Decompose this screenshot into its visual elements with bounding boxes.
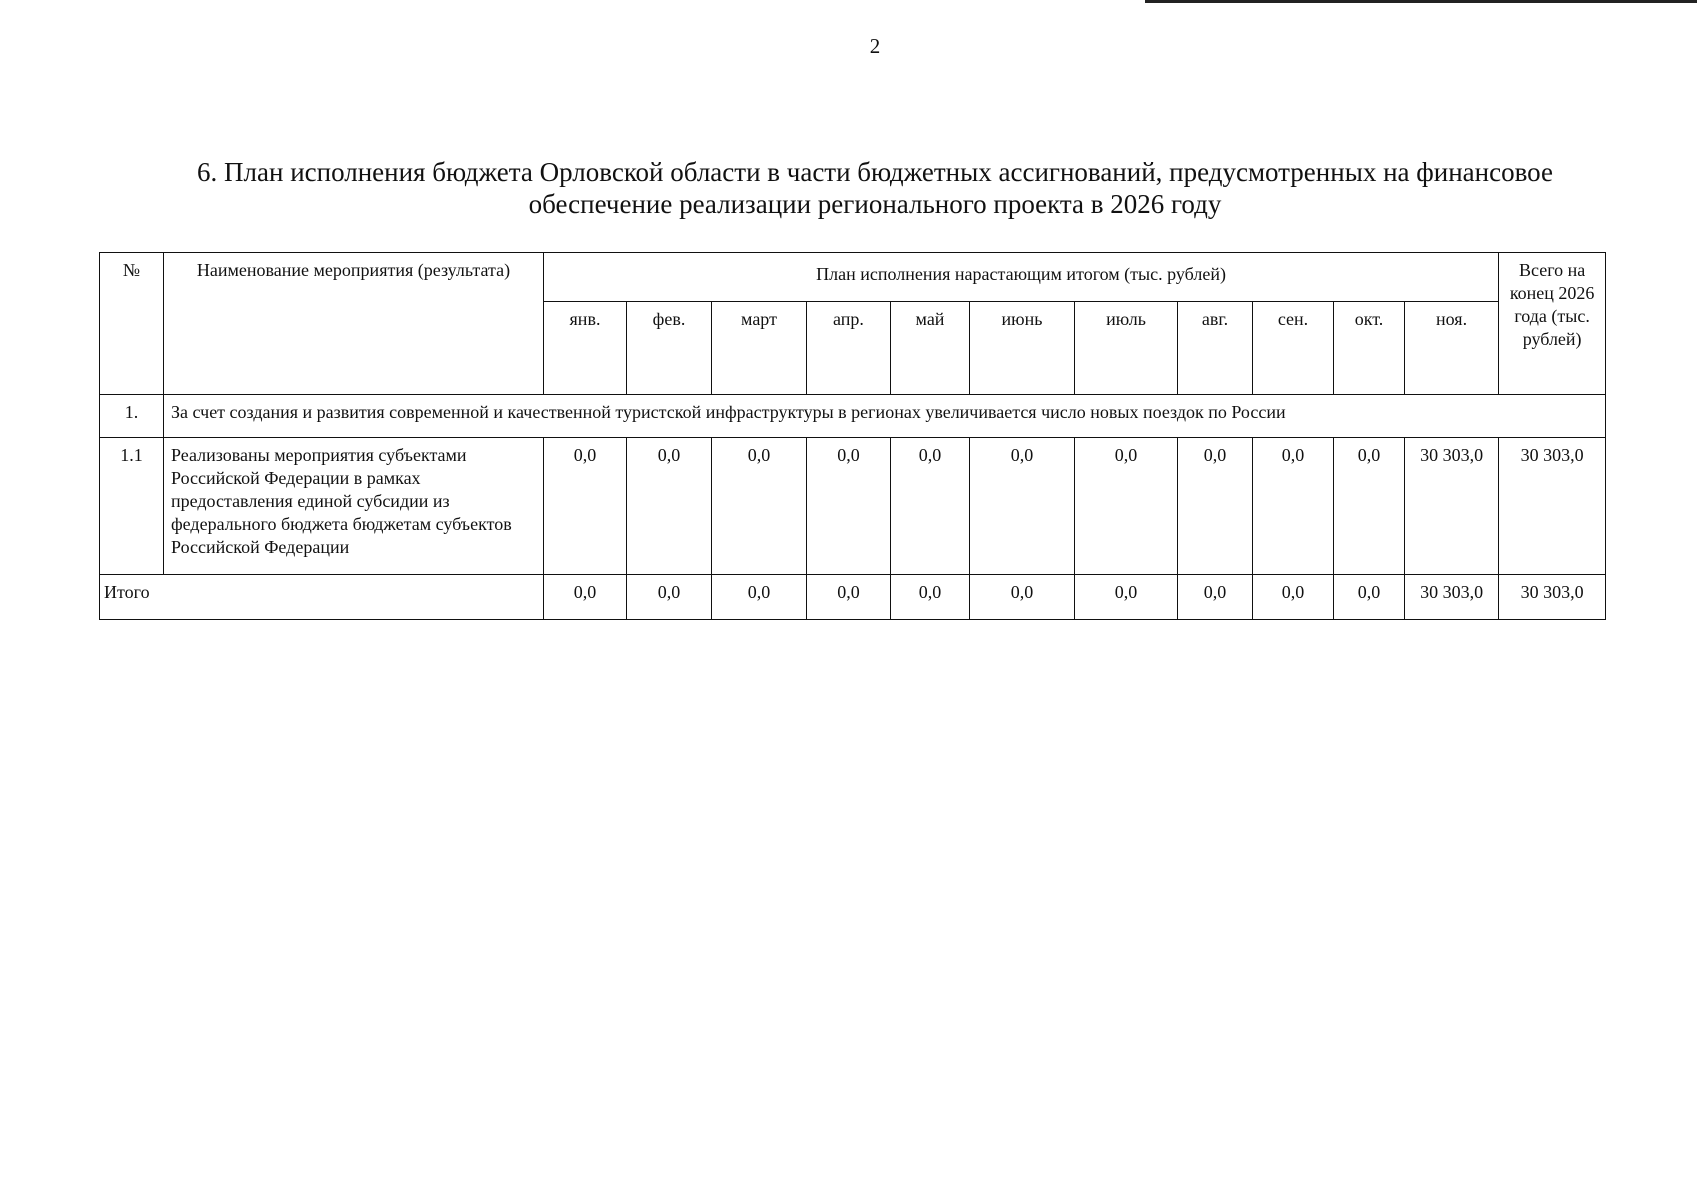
- item-value: 0,0: [1075, 438, 1178, 575]
- total-year-total: 30 303,0: [1499, 575, 1606, 620]
- month-header: июнь: [970, 302, 1075, 395]
- total-value: 0,0: [891, 575, 970, 620]
- total-value: 0,0: [970, 575, 1075, 620]
- section-row: [100, 395, 1606, 438]
- header-no: №: [100, 253, 164, 395]
- item-name: Реализованы мероприятия субъектами Российской Федерации в рамках предоставления единой субсидии из федерального бюджета бюджетам субъектов Российской Федерации: [164, 438, 544, 575]
- item-value: 30 303,0: [1405, 438, 1499, 575]
- item-no: 1.1: [100, 438, 164, 575]
- total-value: 0,0: [627, 575, 712, 620]
- month-header: сен.: [1253, 302, 1334, 395]
- total-value: 0,0: [1075, 575, 1178, 620]
- total-value: 0,0: [1253, 575, 1334, 620]
- month-header: июль: [1075, 302, 1178, 395]
- month-header: окт.: [1334, 302, 1405, 395]
- page-number: 2: [869, 34, 881, 58]
- title-line-2: обеспечение реализации регионального проекта в 2026 году: [528, 189, 1222, 219]
- month-header: янв.: [544, 302, 627, 395]
- total-value: 0,0: [544, 575, 627, 620]
- item-value: 0,0: [1178, 438, 1253, 575]
- header-plan: План исполнения нарастающим итогом (тыс. рублей): [544, 253, 1499, 302]
- total-value: 0,0: [807, 575, 891, 620]
- section-text: За счет создания и развития современной и качественной туристской инфраструктуры в регионах увеличивается число новых поездок по России: [164, 395, 1606, 438]
- item-value: 0,0: [712, 438, 807, 575]
- total-value: 0,0: [1178, 575, 1253, 620]
- item-value: 0,0: [1253, 438, 1334, 575]
- top-edge-rule: [1145, 0, 1697, 3]
- item-value: 0,0: [544, 438, 627, 575]
- total-label: Итого: [100, 575, 544, 620]
- title-line-1: 6. План исполнения бюджета Орловской области в части бюджетных ассигнований, предусмотренных на финансовое: [197, 157, 1553, 187]
- total-value: 0,0: [712, 575, 807, 620]
- header-year-total: Всего на конец 2026 года (тыс. рублей): [1499, 253, 1606, 395]
- item-value: 0,0: [807, 438, 891, 575]
- table-row: [100, 438, 1606, 575]
- item-value: 0,0: [627, 438, 712, 575]
- month-header: фев.: [627, 302, 712, 395]
- section-no: 1.: [100, 395, 164, 438]
- item-year-total: 30 303,0: [1499, 438, 1606, 575]
- budget-plan-table: [99, 252, 1606, 620]
- header-name: Наименование мероприятия (результата): [164, 253, 544, 395]
- month-header: май: [891, 302, 970, 395]
- total-value: 30 303,0: [1405, 575, 1499, 620]
- month-header: апр.: [807, 302, 891, 395]
- month-header: авг.: [1178, 302, 1253, 395]
- month-header: март: [712, 302, 807, 395]
- document-title: [100, 156, 1650, 220]
- item-value: 0,0: [1334, 438, 1405, 575]
- item-value: 0,0: [891, 438, 970, 575]
- total-value: 0,0: [1334, 575, 1405, 620]
- item-value: 0,0: [970, 438, 1075, 575]
- month-header: ноя.: [1405, 302, 1499, 395]
- header-row-top: [100, 253, 1606, 302]
- total-row: [100, 575, 1606, 620]
